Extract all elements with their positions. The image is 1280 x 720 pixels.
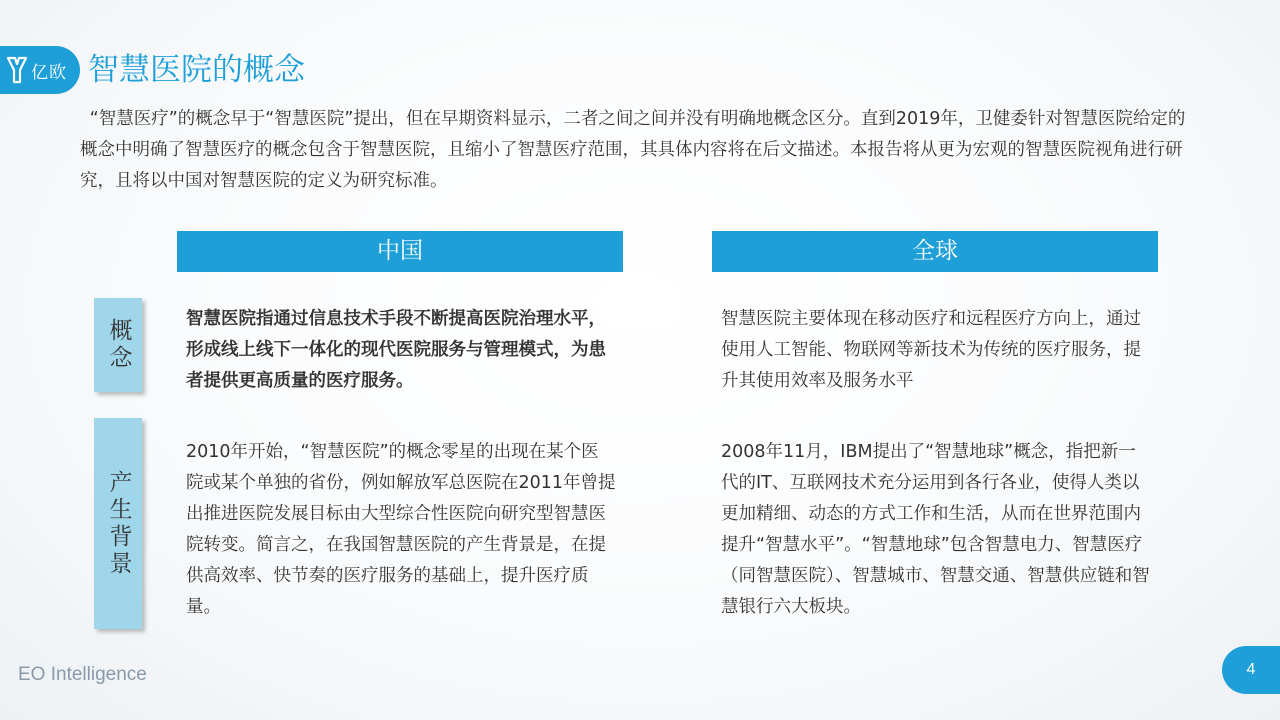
- background-china-text: 2010年开始，“智慧医院”的概念零星的出现在某个医院或某个单独的省份，例如解放军总医院在2011年曾提出推进医院发展目标由大型综合性医院向研究型智慧医院转变。简言之，在我国智慧医院的产生背景是，在提供高效率、快节奏的医疗服务的基础上，提升医疗质量。: [186, 442, 616, 617]
- background-global-text: 2008年11月，IBM提出了“智慧地球”概念，指把新一代的IT、互联网技术充分运用到各行各业，使得人类以更加精细、动态的方式工作和生活，从而在世界范围内提升“智慧水平”。“智慧地球”包含智慧电力、智慧医疗（同智慧医院）、智慧城市、智慧交通、智慧供应链和智慧银行六大板块。: [721, 442, 1150, 617]
- yiou-logo-icon: [6, 55, 28, 85]
- logo: [0, 46, 80, 94]
- logo-text: 亿欧: [31, 62, 67, 83]
- row-label-concept-text: 概念: [105, 318, 132, 372]
- concept-china-text: 智慧医院指通过信息技术手段不断提高医院治理水平，形成线上线下一体化的现代医院服务与管理模式，为患者提供更高质量的医疗服务。: [186, 309, 606, 391]
- column-header-global: 全球: [712, 231, 1158, 272]
- page-title: 智慧医院的概念: [88, 52, 305, 88]
- row-label-concept: [94, 298, 142, 392]
- page-number: 4: [1222, 646, 1280, 694]
- intro-paragraph: “智慧医疗”的概念早于“智慧医院”提出，但在早期资料显示，二者之间之间并没有明确地概念区分。直到2019年，卫健委针对智慧医院给定的概念中明确了智慧医疗的概念包含于智慧医院，且缩小了智慧医疗范围，其具体内容将在后文描述。本报告将从更为宏观的智慧医院视角进行研究，且将以中国对智慧医院的定义为研究标准。: [80, 109, 1186, 191]
- footer-brand: EO Intelligence: [18, 664, 147, 685]
- concept-global-text: 智慧医院主要体现在移动医疗和远程医疗方向上，通过使用人工智能、物联网等新技术为传统的医疗服务，提升其使用效率及服务水平: [721, 309, 1141, 391]
- column-header-china: 中国: [177, 231, 623, 272]
- row-label-background-text: 产生背景: [105, 469, 132, 578]
- row-label-background: [94, 418, 142, 629]
